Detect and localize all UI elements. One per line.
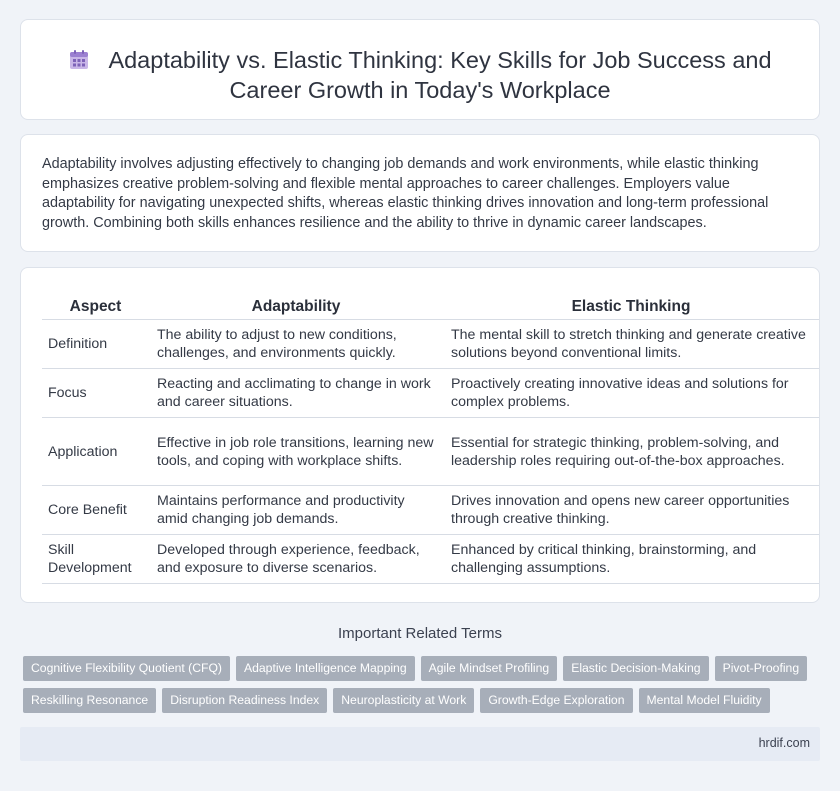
related-term-tag[interactable]: Reskilling Resonance	[23, 688, 156, 713]
related-terms-heading: Important Related Terms	[338, 625, 502, 642]
page-title	[21, 45, 819, 105]
related-term-tag[interactable]: Mental Model Fluidity	[639, 688, 770, 713]
footer	[20, 727, 820, 761]
cell-aspect: Core Benefit	[42, 486, 149, 535]
tag-row	[23, 688, 823, 713]
header-elastic-thinking: Elastic Thinking	[443, 295, 819, 320]
cell-elastic: Proactively creating innovative ideas and solutions for complex problems.	[443, 369, 819, 418]
cell-aspect: Application	[42, 418, 149, 486]
comparison-card	[20, 267, 820, 603]
calendar-icon	[68, 49, 90, 71]
related-term-tag[interactable]: Growth-Edge Exploration	[480, 688, 632, 713]
cell-adaptability: Developed through experience, feedback, and exposure to diverse scenarios.	[149, 535, 443, 584]
table-row	[42, 320, 819, 369]
footer-site-link[interactable]: hrdif.com	[758, 736, 810, 750]
related-term-tag[interactable]: Elastic Decision-Making	[563, 656, 708, 681]
cell-adaptability: The ability to adjust to new conditions, challenges, and environments quickly.	[149, 320, 443, 369]
table-row	[42, 535, 819, 584]
intro-paragraph: Adaptability involves adjusting effectively to changing job demands and work environments, while elastic thinking emphasizes creative problem-solving and flexible mental approaches to career challenges. Employers value adaptability for navigating unexpected shifts, whereas elastic thinking drives innovation and long-term professional growth. Combining both skills enhances resilience and the ability to thrive in dynamic career landscapes.	[42, 156, 769, 231]
related-term-tag[interactable]: Agile Mindset Profiling	[421, 656, 558, 681]
related-term-tag[interactable]: Neuroplasticity at Work	[333, 688, 474, 713]
title-card	[20, 19, 820, 120]
related-term-tag[interactable]: Adaptive Intelligence Mapping	[236, 656, 415, 681]
cell-aspect: Definition	[42, 320, 149, 369]
header-aspect: Aspect	[42, 295, 149, 320]
intro-card	[20, 134, 820, 252]
related-term-tag[interactable]: Disruption Readiness Index	[162, 688, 327, 713]
related-term-tag[interactable]: Pivot-Proofing	[715, 656, 808, 681]
cell-aspect: Focus	[42, 369, 149, 418]
table-header-row	[42, 295, 819, 320]
related-terms-list	[23, 656, 823, 720]
cell-adaptability: Reacting and acclimating to change in work and career situations.	[149, 369, 443, 418]
cell-elastic: Drives innovation and opens new career opportunities through creative thinking.	[443, 486, 819, 535]
related-term-tag[interactable]: Cognitive Flexibility Quotient (CFQ)	[23, 656, 230, 681]
cell-elastic: Enhanced by critical thinking, brainstorming, and challenging assumptions.	[443, 535, 819, 584]
cell-elastic: Essential for strategic thinking, problem-solving, and leadership roles requiring out-of-the-box approaches.	[443, 418, 819, 486]
cell-elastic: The mental skill to stretch thinking and generate creative solutions beyond conventional limits.	[443, 320, 819, 369]
table-row	[42, 418, 819, 486]
tag-row	[23, 656, 823, 681]
table-row	[42, 486, 819, 535]
cell-adaptability: Maintains performance and productivity amid changing job demands.	[149, 486, 443, 535]
cell-adaptability: Effective in job role transitions, learning new tools, and coping with workplace shifts.	[149, 418, 443, 486]
header-adaptability: Adaptability	[149, 295, 443, 320]
table-row	[42, 369, 819, 418]
title-text: Adaptability vs. Elastic Thinking: Key Skills for Job Success and Career Growth in Today's Workplace	[108, 47, 772, 103]
comparison-table	[42, 295, 819, 584]
cell-aspect: Skill Development	[42, 535, 149, 584]
